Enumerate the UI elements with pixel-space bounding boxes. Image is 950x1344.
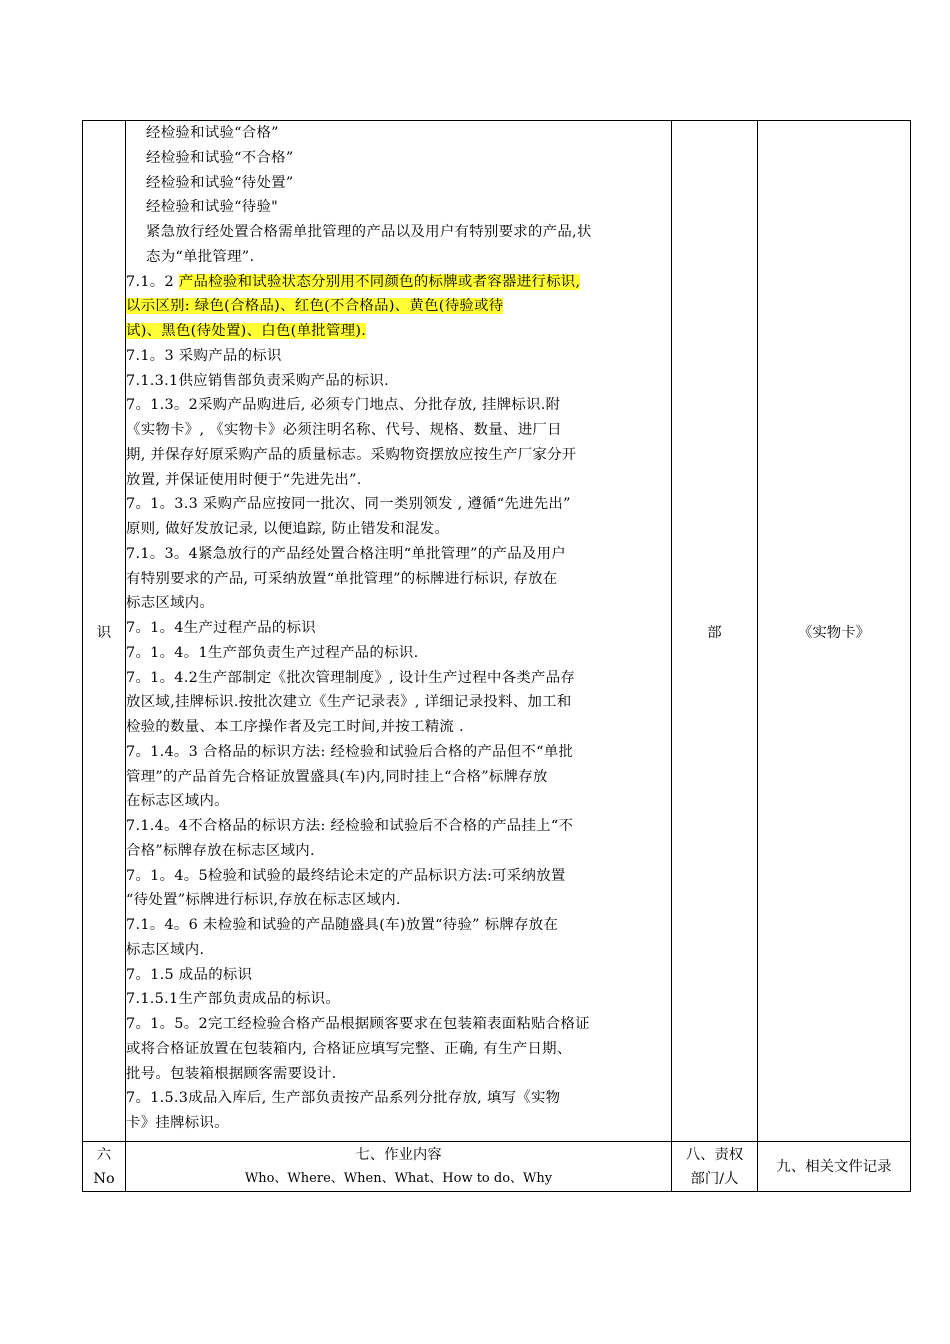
line-text: 紧急放行经处置合格需单批管理的产品以及用户有特别要求的产品,状 bbox=[146, 224, 592, 240]
header-row bbox=[83, 1142, 911, 1192]
procedure-line bbox=[126, 220, 671, 245]
col-content-header bbox=[126, 1142, 672, 1192]
procedure-line bbox=[126, 987, 671, 1012]
procedure-line bbox=[126, 245, 671, 270]
line-text: 7。1.5.3成品入库后, 生产部负责按产品系列分批存放, 填写《实物 bbox=[126, 1090, 561, 1107]
procedure-line bbox=[126, 344, 671, 369]
col-content-subtitle: Who、Where、When、What、How to do、Why bbox=[244, 1170, 553, 1186]
procedure-line bbox=[126, 1086, 671, 1111]
procedure-line bbox=[126, 443, 671, 468]
col-content-title: 七、作业内容 bbox=[355, 1146, 442, 1163]
line-text: 标志区域内。 bbox=[126, 595, 215, 612]
line-text: 态为“单批管理”. bbox=[146, 248, 255, 265]
line-text: 7。1.3。2采购产品购进后, 必须专门地点、分批存放, 挂牌标识.附 bbox=[126, 397, 561, 414]
section-label-cell: 识 bbox=[83, 121, 126, 1142]
procedure-table bbox=[82, 120, 911, 1192]
line-text: “待处置”标牌进行标识,存放在标志区域内. bbox=[126, 892, 401, 909]
col-records-header: 九、相关文件记录 bbox=[758, 1142, 911, 1192]
col-no-header bbox=[83, 1142, 126, 1192]
procedure-line bbox=[126, 171, 671, 196]
line-text: 原则, 做好发放记录, 以便追踪, 防止错发和混发。 bbox=[126, 521, 450, 537]
procedure-line bbox=[126, 789, 671, 814]
procedure-line bbox=[126, 715, 671, 740]
line-text: 7.1。3 采购产品的标识 bbox=[126, 347, 282, 364]
line-text: 经检验和试验“待验" bbox=[146, 199, 279, 216]
line-text: 《实物卡》, 《实物卡》必须注明名称、代号、规格、数量、进厂日 bbox=[126, 422, 562, 438]
line-text: 期, 并保存好原采购产品的质量标志。采购物资摆放应按生产厂家分开 bbox=[126, 446, 577, 463]
line-text: 管理”的产品首先合格证放置盛具(车)内,同时挂上“合格”标牌存放 bbox=[126, 768, 548, 785]
procedure-line bbox=[126, 888, 671, 913]
responsible-dept-cell: 部 bbox=[672, 121, 758, 1142]
line-text: 合格”标牌存放在标志区域内. bbox=[126, 842, 315, 859]
procedure-line bbox=[126, 319, 671, 344]
line-text: 7。1。5。2完工经检验合格产品根据顾客要求在包装箱表面粘贴合格证 bbox=[126, 1016, 590, 1032]
procedure-line bbox=[126, 1012, 671, 1037]
col-dept-line1: 八、责权 bbox=[685, 1146, 744, 1163]
procedure-line bbox=[126, 517, 671, 542]
procedure-line bbox=[126, 616, 671, 641]
procedure-line bbox=[126, 393, 671, 418]
highlighted-text: 以示区别: 绿色(合格品)、红色(不合格品)、黄色(待验或待 bbox=[126, 298, 504, 315]
line-text: 7。1。4生产过程产品的标识 bbox=[126, 620, 316, 636]
procedure-line bbox=[126, 492, 671, 517]
procedure-line bbox=[126, 641, 671, 666]
line-text: 7.1.5.1生产部负责成品的标识。 bbox=[126, 991, 341, 1008]
procedure-line bbox=[126, 740, 671, 765]
procedure-line bbox=[126, 666, 671, 691]
col-dept-line2: 部门/人 bbox=[690, 1170, 739, 1187]
procedure-line bbox=[126, 542, 671, 567]
procedure-line bbox=[126, 938, 671, 963]
procedure-line bbox=[126, 418, 671, 443]
line-text: 经检验和试验“待处置” bbox=[146, 174, 294, 191]
procedure-line bbox=[126, 839, 671, 864]
procedure-line bbox=[126, 814, 671, 839]
line-text: 在标志区域内。 bbox=[126, 793, 229, 810]
procedure-line bbox=[126, 1111, 671, 1136]
line-text: 卡》挂牌标识。 bbox=[126, 1115, 229, 1131]
line-text: 7.1。4。6 未检验和试验的产品随盛具(车)放置“待验” 标牌存放在 bbox=[126, 917, 559, 933]
col-no-line1: 六 bbox=[96, 1146, 112, 1163]
line-text: 批号。包装箱根据顾客需要设计. bbox=[126, 1065, 337, 1082]
procedure-line bbox=[126, 146, 671, 171]
line-text: 有特别要求的产品, 可采纳放置“单批管理”的标牌进行标识, 存放在 bbox=[126, 570, 558, 587]
line-text: 7。1.4。3 合格品的标识方法: 经检验和试验后合格的产品但不“单批 bbox=[126, 743, 574, 760]
line-text: 7。1。4。5检验和试验的最终结论未定的产品标识方法:可采纳放置 bbox=[126, 867, 566, 884]
line-text: 检验的数量、本工序操作者及完工时间,并按工精流 . bbox=[126, 719, 464, 735]
procedure-line bbox=[126, 591, 671, 616]
procedure-line bbox=[126, 195, 671, 220]
highlighted-text: 产品检验和试验状态分别用不同颜色的标牌或者容器进行标识, bbox=[178, 273, 581, 290]
line-text: 放区域,挂牌标识.按批次建立《生产记录表》, 详细记录投料、加工和 bbox=[126, 694, 572, 711]
line-text: 7.1.4。4不合格品的标识方法: 经检验和试验后不合格的产品挂上“不 bbox=[126, 818, 574, 834]
procedure-line bbox=[126, 864, 671, 889]
procedure-line bbox=[126, 567, 671, 592]
procedure-lines bbox=[126, 121, 671, 1136]
content-row bbox=[83, 121, 911, 1142]
procedure-line bbox=[126, 913, 671, 938]
procedure-line bbox=[126, 468, 671, 493]
col-dept-header bbox=[672, 1142, 758, 1192]
line-text: 经检验和试验“不合格” bbox=[146, 149, 294, 166]
line-text: 7。1.5 成品的标识 bbox=[126, 966, 253, 983]
line-text: 或将合格证放置在包装箱内, 合格证应填写完整、正确, 有生产日期、 bbox=[126, 1040, 572, 1057]
line-text: 7.1。3。4紧急放行的产品经处置合格注明“单批管理”的产品及用户 bbox=[126, 545, 566, 562]
related-records-cell: 《实物卡》 bbox=[758, 121, 911, 1142]
procedure-line bbox=[126, 294, 671, 319]
line-text: 经检验和试验“合格” bbox=[146, 125, 279, 141]
col-no-line2: No bbox=[93, 1170, 115, 1187]
line-text: 7。1。3.3 采购产品应按同一批次、同一类别领发 , 遵循“先进先出” bbox=[126, 496, 571, 513]
procedure-line bbox=[126, 1037, 671, 1062]
procedure-line bbox=[126, 963, 671, 988]
procedure-line bbox=[126, 270, 671, 295]
highlighted-text: 试)、黑色(待处置)、白色(单批管理). bbox=[126, 323, 367, 339]
procedure-line bbox=[126, 765, 671, 790]
clause-number: 7.1。2 bbox=[126, 273, 179, 290]
line-text: 标志区域内. bbox=[126, 941, 205, 958]
procedure-line bbox=[126, 690, 671, 715]
procedure-content-cell bbox=[126, 121, 672, 1142]
line-text: 7.1.3.1供应销售部负责采购产品的标识. bbox=[126, 372, 389, 389]
procedure-line bbox=[126, 121, 671, 146]
line-text: 7。1。4。1生产部负责生产过程产品的标识. bbox=[126, 644, 419, 661]
line-text: 7。1。4.2生产部制定《批次管理制度》, 设计生产过程中各类产品存 bbox=[126, 669, 576, 686]
procedure-line bbox=[126, 369, 671, 394]
procedure-line bbox=[126, 1062, 671, 1087]
line-text: 放置, 并保证使用时便于“先进先出”. bbox=[126, 471, 362, 488]
